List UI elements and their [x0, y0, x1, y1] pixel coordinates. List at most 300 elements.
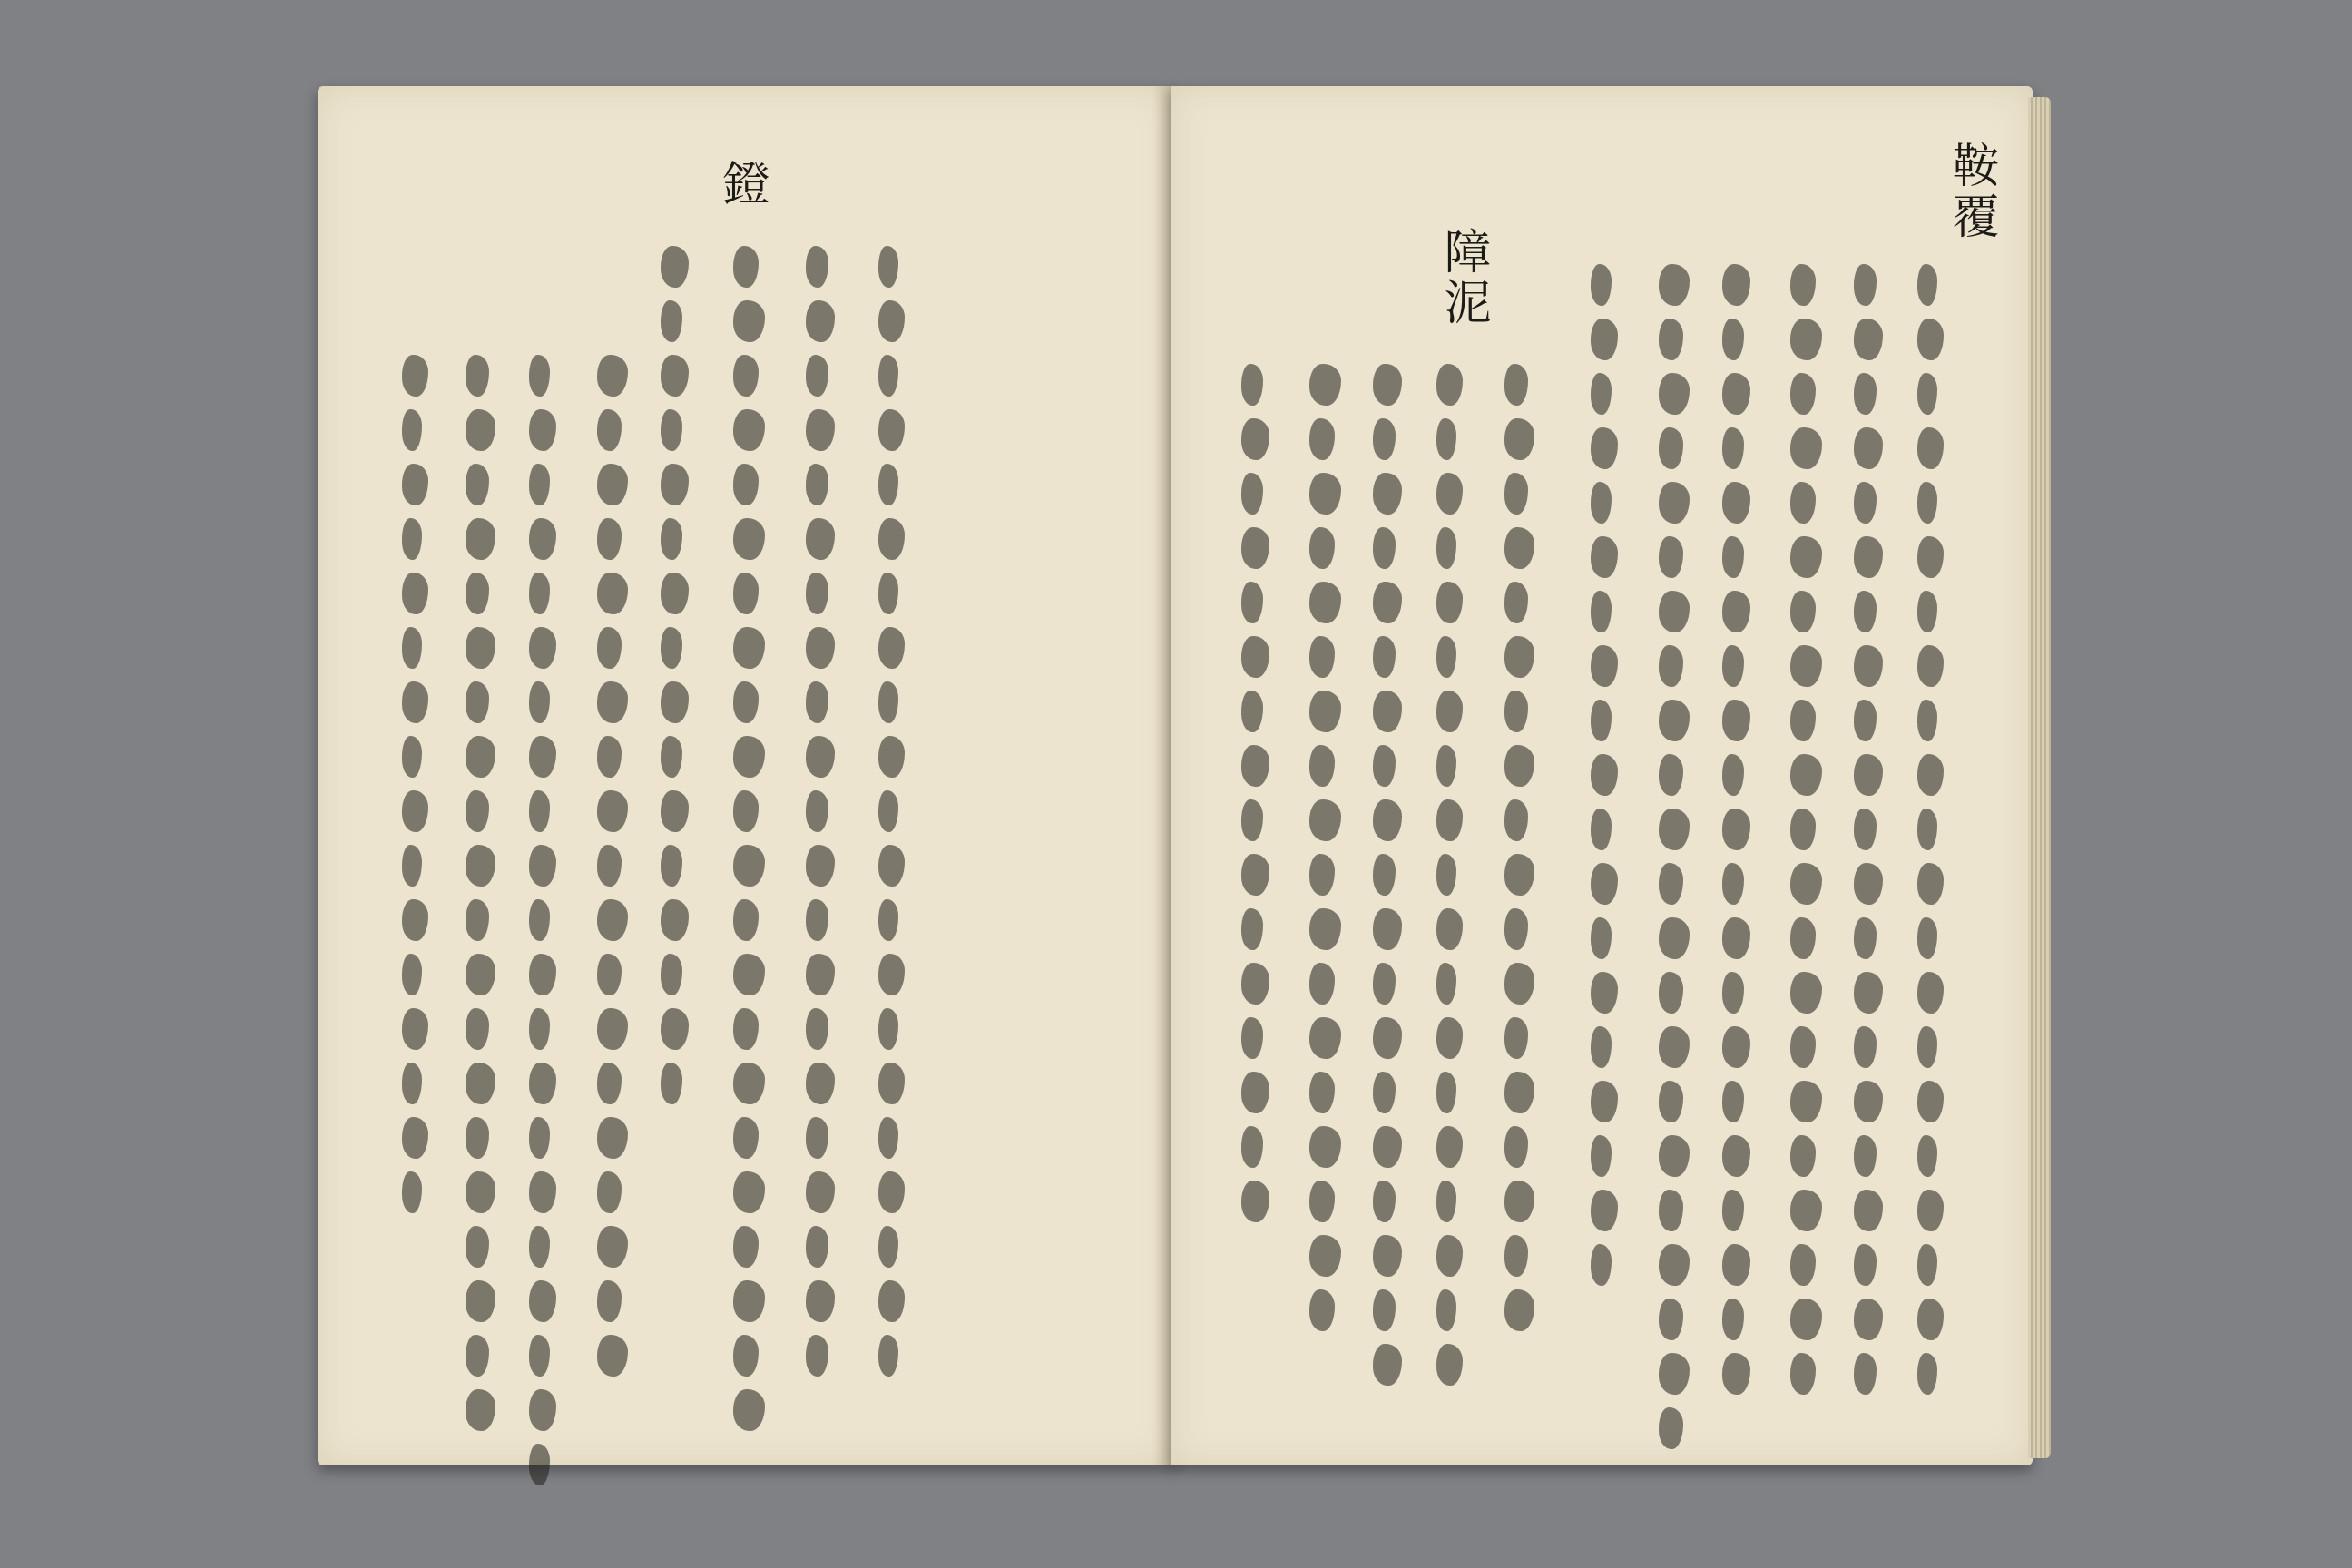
handwritten-character	[466, 1063, 495, 1104]
handwritten-character	[1790, 808, 1816, 850]
handwritten-character	[1659, 1135, 1690, 1177]
handwritten-character	[529, 1280, 556, 1322]
handwritten-character	[1854, 591, 1877, 632]
handwritten-character	[878, 246, 898, 288]
handwritten-character	[1591, 972, 1618, 1014]
handwritten-character	[733, 899, 759, 941]
handwritten-character	[1373, 691, 1402, 732]
handwritten-character	[1309, 1126, 1341, 1168]
handwritten-character	[1373, 1289, 1396, 1331]
handwritten-character	[1241, 636, 1269, 678]
handwritten-character	[878, 518, 905, 560]
handwritten-character	[1591, 700, 1612, 741]
handwritten-character	[1917, 536, 1944, 578]
handwritten-character	[466, 1171, 495, 1213]
handwritten-character	[661, 1008, 689, 1050]
handwritten-character	[1659, 645, 1683, 687]
handwritten-character	[1309, 1289, 1335, 1331]
handwritten-character	[1373, 1344, 1402, 1386]
handwritten-character	[1241, 745, 1269, 787]
handwritten-character	[1790, 917, 1816, 959]
handwritten-character	[597, 464, 628, 505]
handwritten-character	[529, 681, 550, 723]
handwritten-character	[597, 409, 622, 451]
handwritten-character	[1241, 527, 1269, 569]
heading-abumi: 鐙	[714, 159, 769, 210]
handwritten-character	[1854, 1190, 1883, 1231]
handwritten-character	[661, 681, 689, 723]
text-column	[1366, 358, 1407, 1393]
handwritten-character	[806, 409, 835, 451]
handwritten-character	[529, 518, 556, 560]
handwritten-character	[1591, 264, 1612, 306]
handwritten-character	[402, 355, 428, 397]
handwritten-character	[402, 627, 422, 669]
handwritten-character	[1659, 536, 1683, 578]
handwritten-character	[1309, 799, 1341, 841]
text-column	[1783, 259, 1825, 1402]
handwritten-character	[1659, 1407, 1683, 1449]
handwritten-character	[1854, 1081, 1883, 1122]
handwritten-character	[1373, 854, 1396, 896]
handwritten-character	[529, 845, 556, 887]
handwritten-character	[1436, 1072, 1456, 1113]
handwritten-character	[529, 790, 550, 832]
handwritten-character	[1591, 591, 1612, 632]
handwritten-character	[1659, 700, 1690, 741]
handwritten-character	[1659, 1298, 1683, 1340]
handwritten-character	[402, 681, 428, 723]
handwritten-character	[1436, 364, 1463, 406]
handwritten-character	[1504, 1126, 1528, 1168]
handwritten-character	[1373, 418, 1396, 460]
handwritten-character	[597, 681, 628, 723]
handwritten-character	[733, 355, 759, 397]
handwritten-character	[466, 899, 489, 941]
handwritten-character	[1436, 1126, 1463, 1168]
handwritten-character	[1790, 1353, 1816, 1395]
handwritten-character	[1790, 863, 1822, 905]
handwritten-character	[597, 845, 622, 887]
handwritten-character	[529, 1008, 550, 1050]
handwritten-character	[806, 1335, 828, 1377]
handwritten-character	[1373, 527, 1396, 569]
page-edges	[2028, 97, 2051, 1458]
handwritten-character	[1790, 318, 1822, 360]
handwritten-character	[402, 573, 428, 614]
handwritten-character	[466, 1389, 495, 1431]
handwritten-character	[1790, 482, 1816, 524]
handwritten-character	[1722, 1190, 1744, 1231]
handwritten-character	[1854, 1026, 1877, 1068]
handwritten-character	[1436, 473, 1463, 514]
handwritten-character	[402, 1008, 428, 1050]
handwritten-character	[1373, 745, 1396, 787]
handwritten-character	[661, 736, 682, 778]
handwritten-character	[1790, 1026, 1816, 1068]
handwritten-character	[1373, 799, 1402, 841]
handwritten-character	[529, 1389, 556, 1431]
handwritten-character	[1790, 754, 1822, 796]
handwritten-character	[1659, 1190, 1683, 1231]
right-page	[1171, 86, 2033, 1465]
handwritten-character	[1309, 1235, 1341, 1277]
handwritten-character	[402, 1063, 422, 1104]
handwritten-character	[1591, 482, 1612, 524]
handwritten-character	[1854, 808, 1877, 850]
handwritten-character	[1854, 373, 1877, 415]
handwritten-character	[806, 681, 828, 723]
handwritten-character	[1241, 364, 1263, 406]
handwritten-character	[529, 1171, 556, 1213]
handwritten-character	[1854, 482, 1877, 524]
handwritten-character	[1917, 917, 1937, 959]
handwritten-character	[1309, 1072, 1335, 1113]
handwritten-character	[1722, 591, 1750, 632]
handwritten-character	[1722, 427, 1744, 469]
handwritten-character	[1917, 1298, 1944, 1340]
handwritten-character	[733, 681, 759, 723]
handwritten-character	[806, 1008, 828, 1050]
text-column	[1910, 259, 1952, 1402]
handwritten-character	[806, 518, 835, 560]
handwritten-character	[466, 464, 489, 505]
handwritten-character	[1722, 700, 1750, 741]
handwritten-character	[733, 1335, 759, 1377]
handwritten-character	[733, 1117, 759, 1159]
handwritten-character	[466, 1280, 495, 1322]
handwritten-character	[1854, 700, 1877, 741]
handwritten-character	[1309, 963, 1335, 1004]
handwritten-character	[1241, 473, 1263, 514]
handwritten-character	[1722, 1135, 1750, 1177]
handwritten-character	[806, 1226, 828, 1268]
handwritten-character	[1373, 1126, 1402, 1168]
handwritten-character	[1591, 808, 1612, 850]
handwritten-character	[1241, 799, 1263, 841]
text-column	[590, 349, 632, 1384]
handwritten-character	[466, 790, 489, 832]
handwritten-character	[1917, 482, 1937, 524]
handwritten-character	[597, 1117, 628, 1159]
handwritten-character	[878, 300, 905, 342]
handwritten-character	[597, 1008, 628, 1050]
text-column	[1651, 259, 1693, 1456]
handwritten-character	[1591, 645, 1618, 687]
handwritten-character	[1504, 1017, 1528, 1059]
handwritten-character	[529, 736, 556, 778]
handwritten-character	[1436, 854, 1456, 896]
handwritten-character	[806, 736, 835, 778]
handwritten-character	[1241, 1181, 1269, 1222]
handwritten-character	[1790, 1081, 1822, 1122]
handwritten-character	[1722, 1081, 1744, 1122]
handwritten-character	[1373, 473, 1402, 514]
handwritten-character	[1917, 427, 1944, 469]
heading-aori: 障泥	[1436, 227, 1490, 328]
handwritten-character	[733, 518, 765, 560]
handwritten-character	[1790, 264, 1816, 306]
handwritten-character	[1659, 1081, 1683, 1122]
handwritten-character	[1436, 636, 1456, 678]
handwritten-character	[1854, 1135, 1877, 1177]
handwritten-character	[1659, 863, 1683, 905]
handwritten-character	[597, 1335, 628, 1377]
handwritten-character	[733, 246, 759, 288]
handwritten-character	[1504, 636, 1534, 678]
handwritten-character	[402, 736, 422, 778]
handwritten-character	[1504, 418, 1534, 460]
handwritten-character	[1504, 963, 1534, 1004]
handwritten-character	[529, 355, 550, 397]
handwritten-character	[466, 1226, 489, 1268]
handwritten-character	[1854, 972, 1883, 1014]
handwritten-character	[1722, 373, 1750, 415]
handwritten-character	[733, 627, 765, 669]
text-column	[522, 349, 564, 1493]
handwritten-character	[733, 1063, 765, 1104]
handwritten-character	[1917, 373, 1937, 415]
handwritten-character	[1722, 1353, 1750, 1395]
handwritten-character	[1504, 1181, 1534, 1222]
handwritten-character	[1436, 799, 1463, 841]
handwritten-character	[1854, 264, 1877, 306]
handwritten-character	[1436, 963, 1456, 1004]
handwritten-character	[806, 1280, 835, 1322]
handwritten-character	[878, 355, 898, 397]
handwritten-character	[661, 627, 682, 669]
handwritten-character	[1790, 972, 1822, 1014]
handwritten-character	[661, 954, 682, 995]
handwritten-character	[1241, 854, 1269, 896]
handwritten-character	[402, 845, 422, 887]
handwritten-character	[402, 954, 422, 995]
handwritten-character	[402, 1117, 428, 1159]
handwritten-character	[1854, 1244, 1877, 1286]
handwritten-character	[733, 954, 765, 995]
handwritten-character	[1436, 1235, 1463, 1277]
handwritten-character	[1309, 1017, 1341, 1059]
handwritten-character	[1591, 536, 1618, 578]
handwritten-character	[661, 355, 689, 397]
open-book	[299, 86, 2051, 1479]
handwritten-character	[806, 464, 828, 505]
handwritten-character	[597, 627, 622, 669]
handwritten-character	[1309, 418, 1335, 460]
handwritten-character	[1373, 1017, 1402, 1059]
handwritten-character	[1917, 754, 1944, 796]
handwritten-character	[1917, 264, 1937, 306]
handwritten-character	[402, 1171, 422, 1213]
handwritten-character	[597, 736, 622, 778]
handwritten-character	[1659, 972, 1683, 1014]
text-column	[458, 349, 500, 1438]
handwritten-character	[1722, 863, 1744, 905]
handwritten-character	[1854, 427, 1883, 469]
handwritten-character	[878, 1335, 898, 1377]
handwritten-character	[733, 573, 759, 614]
handwritten-character	[1373, 1235, 1402, 1277]
handwritten-character	[1917, 1135, 1937, 1177]
handwritten-character	[733, 845, 765, 887]
handwritten-character	[1854, 645, 1883, 687]
text-column	[1847, 259, 1888, 1402]
handwritten-character	[466, 681, 489, 723]
handwritten-character	[1309, 527, 1335, 569]
handwritten-character	[1436, 527, 1456, 569]
handwritten-character	[1504, 527, 1534, 569]
handwritten-character	[1373, 1181, 1396, 1222]
handwritten-character	[1854, 318, 1883, 360]
handwritten-character	[1309, 854, 1335, 896]
handwritten-character	[1504, 799, 1528, 841]
handwritten-character	[878, 845, 905, 887]
handwritten-character	[1659, 318, 1683, 360]
text-column	[653, 240, 695, 1112]
handwritten-character	[597, 1280, 622, 1322]
handwritten-character	[661, 246, 689, 288]
handwritten-character	[1309, 473, 1341, 514]
handwritten-character	[529, 1063, 556, 1104]
text-column	[799, 240, 840, 1384]
handwritten-character	[733, 1389, 765, 1431]
text-column	[395, 349, 436, 1220]
handwritten-character	[1591, 318, 1618, 360]
handwritten-character	[661, 573, 689, 614]
text-column	[1497, 358, 1539, 1338]
handwritten-character	[1373, 963, 1396, 1004]
handwritten-character	[1790, 1298, 1822, 1340]
handwritten-character	[1790, 427, 1822, 469]
handwritten-character	[529, 1335, 550, 1377]
handwritten-character	[1854, 1353, 1877, 1395]
handwritten-character	[1917, 645, 1944, 687]
handwritten-character	[878, 409, 905, 451]
handwritten-character	[466, 736, 495, 778]
handwritten-character	[402, 464, 428, 505]
handwritten-character	[1854, 863, 1883, 905]
handwritten-character	[1917, 863, 1944, 905]
handwritten-character	[1722, 808, 1750, 850]
handwritten-character	[1790, 591, 1816, 632]
handwritten-character	[466, 845, 495, 887]
handwritten-character	[878, 681, 898, 723]
handwritten-character	[806, 899, 828, 941]
handwritten-character	[878, 1280, 905, 1322]
handwritten-character	[806, 1063, 835, 1104]
handwritten-character	[402, 409, 422, 451]
handwritten-character	[806, 790, 828, 832]
handwritten-character	[878, 790, 898, 832]
handwritten-character	[529, 409, 556, 451]
handwritten-character	[597, 790, 628, 832]
handwritten-character	[661, 464, 689, 505]
text-column	[1429, 358, 1471, 1393]
handwritten-character	[1790, 373, 1816, 415]
handwritten-character	[466, 355, 489, 397]
handwritten-character	[1241, 908, 1263, 950]
handwritten-character	[1659, 1026, 1690, 1068]
handwritten-character	[466, 1335, 489, 1377]
handwritten-character	[1436, 745, 1456, 787]
heading-kurazuke: 鞍覆	[1944, 141, 1998, 242]
handwritten-character	[1790, 645, 1822, 687]
handwritten-character	[1659, 754, 1683, 796]
handwritten-character	[1659, 1353, 1690, 1395]
handwritten-character	[1591, 1244, 1612, 1286]
handwritten-character	[661, 845, 682, 887]
handwritten-character	[1309, 582, 1341, 623]
handwritten-character	[733, 409, 765, 451]
handwritten-character	[1854, 917, 1877, 959]
handwritten-character	[1659, 482, 1690, 524]
handwritten-character	[1591, 373, 1612, 415]
handwritten-character	[661, 899, 689, 941]
handwritten-character	[1309, 691, 1341, 732]
handwritten-character	[402, 790, 428, 832]
handwritten-character	[1504, 473, 1528, 514]
handwritten-character	[1790, 1190, 1822, 1231]
handwritten-character	[1854, 1298, 1883, 1340]
handwritten-character	[1659, 917, 1690, 959]
handwritten-character	[1790, 1135, 1816, 1177]
handwritten-character	[1591, 754, 1618, 796]
handwritten-character	[1917, 972, 1944, 1014]
handwritten-character	[1659, 591, 1690, 632]
handwritten-character	[1241, 963, 1269, 1004]
text-column	[871, 240, 913, 1384]
handwritten-character	[1373, 636, 1396, 678]
handwritten-character	[1436, 582, 1463, 623]
handwritten-character	[1309, 1181, 1335, 1222]
handwritten-character	[466, 409, 495, 451]
handwritten-character	[806, 1171, 835, 1213]
handwritten-character	[878, 627, 905, 669]
handwritten-character	[1854, 536, 1883, 578]
handwritten-character	[529, 464, 550, 505]
handwritten-character	[1917, 1190, 1944, 1231]
handwritten-character	[597, 1171, 622, 1213]
handwritten-character	[1659, 427, 1683, 469]
left-page	[318, 86, 1175, 1465]
handwritten-character	[806, 355, 828, 397]
handwritten-character	[1917, 318, 1944, 360]
handwritten-character	[1373, 1072, 1396, 1113]
handwritten-character	[1436, 1017, 1463, 1059]
handwritten-character	[806, 627, 835, 669]
handwritten-character	[1591, 427, 1618, 469]
handwritten-character	[1722, 264, 1750, 306]
handwritten-character	[1917, 1081, 1944, 1122]
handwritten-character	[1790, 700, 1816, 741]
handwritten-character	[1722, 645, 1744, 687]
handwritten-character	[1436, 1344, 1463, 1386]
handwritten-character	[1917, 1244, 1937, 1286]
handwritten-character	[1373, 908, 1402, 950]
margin-mark	[354, 222, 408, 349]
handwritten-character	[1790, 1244, 1816, 1286]
handwritten-character	[733, 1171, 765, 1213]
handwritten-character	[1241, 1017, 1263, 1059]
handwritten-character	[806, 954, 835, 995]
handwritten-character	[1591, 1190, 1618, 1231]
text-column	[1302, 358, 1344, 1338]
handwritten-character	[1241, 582, 1263, 623]
handwritten-character	[1241, 1126, 1263, 1168]
handwritten-character	[1917, 1026, 1937, 1068]
handwritten-character	[1373, 364, 1402, 406]
handwritten-character	[466, 518, 495, 560]
